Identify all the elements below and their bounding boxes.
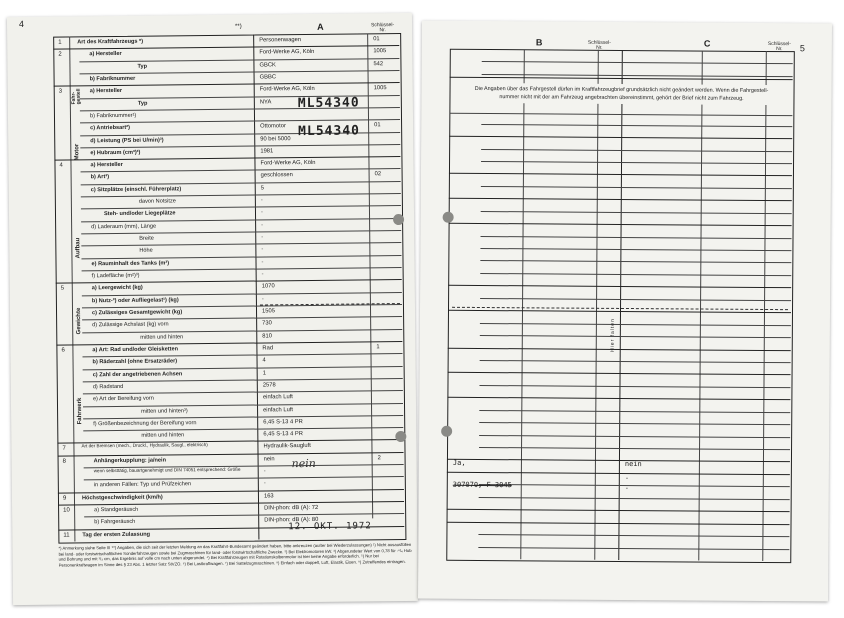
section-label-fahrgestell: Fahr- gestell — [70, 88, 82, 105]
field-label: Höhe — [139, 247, 153, 255]
field-label: c) Sitzplätze (einschl. Führerplatz) — [90, 186, 182, 194]
section-label-gewichte: Gewichte — [75, 307, 83, 335]
field-value: einfach Luft — [263, 406, 294, 413]
field-value: NYA — [259, 98, 272, 106]
field-label: Höchstgeschwindigkeit (km/h) — [81, 494, 163, 502]
field-label: a) Hersteller — [90, 162, 123, 169]
chassis-notice: Die Angaben über das Fahrgestell dürfen im Kraftfahrzeugbrief grundsätzlich nicht geändert werden. Wenn die Fahrgestell- nummer nicht mit der am Fahrzeug angebrachten übereinstimmt, gehört der Brief nicht zum Fahrzeug. — [457, 83, 785, 105]
column-b-header: B — [535, 37, 543, 48]
field-label: c) Antriebsart²) — [90, 125, 131, 132]
field-value: 2578 — [262, 382, 276, 389]
key-number: 01 — [373, 36, 380, 43]
field-label: Anhängerkupplung: ja/nein — [93, 457, 167, 465]
key-number: 1005 — [373, 48, 387, 55]
first-registration-date-stamp: 12. OKT. 1972 — [288, 521, 372, 533]
section-label-fahrwerk: Fahrwerk — [76, 397, 84, 425]
field-value: - — [261, 296, 264, 303]
field-value: - — [263, 468, 266, 475]
field-value: - — [261, 246, 264, 253]
field-value: Ford-Werke AG, Köln — [259, 49, 315, 56]
key-number: 02 — [374, 171, 382, 178]
field-value: 6,45 S-13 4 PR — [263, 418, 303, 426]
field-label: e) Hubraum (cm³)³) — [90, 149, 141, 157]
field-label: d) Radstand — [92, 383, 124, 391]
field-label: a) Hersteller — [89, 88, 123, 95]
field-value: GBBC — [259, 74, 277, 81]
field-label: a) Standgeräusch — [94, 506, 139, 514]
field-value: - — [261, 271, 264, 278]
field-value: 4 — [262, 357, 266, 364]
field-label: a) Hersteller — [89, 51, 122, 58]
field-value: - — [261, 234, 264, 241]
field-value: nein — [263, 456, 275, 463]
field-value: Personenwagen — [259, 37, 302, 44]
field-value: 810 — [262, 332, 272, 340]
field-label: a) Leergewicht (kg) — [91, 285, 143, 292]
row-number: 4 — [59, 162, 63, 169]
typed-hitch-b: Ja, — [452, 458, 466, 467]
field-label: mitten und hinten — [140, 333, 184, 341]
footnote-mark: **) — [235, 23, 242, 30]
field-value: einfach Luft — [262, 394, 293, 401]
handwritten-hitch-value: nein — [291, 456, 316, 471]
field-label: c) Zulässiges Gesamtgewicht (kg) — [92, 309, 183, 317]
left-page — [7, 13, 418, 605]
field-value: DIN-phon: dB (A): 72 — [264, 504, 319, 512]
key-number: 01 — [374, 122, 381, 129]
field-value: Ford-Werke AG, Köln — [260, 160, 316, 167]
field-value: 90 bei 5000 — [260, 135, 291, 143]
page-number: 5 — [799, 43, 805, 54]
row-number: 1 — [58, 39, 62, 46]
field-value: 1 — [262, 369, 266, 377]
field-label: b) Fabriknummer¹) — [89, 112, 137, 120]
section-label-aufbau: Aufbau — [75, 237, 82, 259]
field-label: f) Ladefläche (m²)³) — [91, 272, 140, 280]
field-value: Ford-Werke AG, Köln — [259, 86, 315, 93]
field-label: Tag der ersten Zulassung — [82, 531, 151, 539]
field-label: davon Notsitze — [138, 198, 176, 205]
field-value: Hydraulik-Saugluft — [263, 443, 311, 450]
row-number: 10 — [63, 507, 70, 514]
field-label: in anderen Fällen: Typ und Prüfzeichen — [93, 481, 192, 489]
column-a-header: A — [316, 21, 324, 32]
row-number: 9 — [62, 495, 67, 502]
field-value: DIN-phon: dB (A): 80 — [264, 517, 319, 524]
right-page — [418, 21, 832, 602]
form-rows — [422, 21, 832, 24]
engine-number-stamp: ML54340 — [298, 123, 361, 140]
field-value: GBCK — [259, 61, 276, 69]
field-label: f) Größenbezeichnung der Bereifung vorn — [93, 420, 197, 428]
field-label: Steh- und/oder Liegeplätze — [103, 210, 176, 218]
field-label: e) Rauminhalt des Tanks (m³) — [91, 260, 170, 267]
key-number-header-b: Schlüssel- Nr. — [587, 39, 611, 51]
punch-hole-bottom — [395, 431, 406, 442]
row-number: 2 — [58, 51, 62, 58]
field-label: b) Art³) — [90, 174, 110, 181]
field-label: Art der Bremsen (mech., Druckl., Hydraulik, Saugl., elektrisch) — [81, 442, 208, 449]
row-number: 11 — [63, 532, 70, 539]
frame-number-stamp: ML54340 — [297, 95, 360, 112]
typed-dash-c-2: - — [624, 484, 630, 493]
field-label: b) Fabriknummer — [89, 75, 136, 83]
column-c-header: C — [703, 38, 711, 49]
field-label: Typ — [137, 100, 148, 107]
field-value: 1505 — [261, 308, 275, 315]
field-label: e) Art der Bereifung vorn — [92, 395, 154, 403]
row-number: 8 — [62, 458, 66, 465]
field-value: geschlossen — [260, 172, 293, 179]
field-value: Rad — [262, 345, 274, 352]
key-number-header-c: Schlüssel- Nr. — [767, 40, 791, 53]
typed-hitch-detail-b: 307070, F 3045 — [452, 480, 512, 490]
field-value: 6,45 S-13 4 PR — [263, 431, 303, 438]
key-number: 2 — [377, 455, 381, 462]
field-value: 1070 — [261, 283, 275, 290]
field-label: b) Fahrgeräusch — [94, 519, 136, 526]
key-number: 1 — [376, 344, 380, 351]
field-label: c) Zahl der angetriebenen Achsen — [92, 370, 183, 378]
field-label: mitten und hinten³) — [141, 407, 188, 415]
field-value: - — [261, 222, 264, 229]
field-label: Breite — [139, 235, 154, 242]
typed-hitch-c: nein — [624, 460, 642, 469]
row-number: 7 — [62, 445, 66, 453]
field-label: mitten und hinten — [141, 432, 185, 439]
field-value: - — [263, 480, 266, 487]
field-label: Typ — [137, 63, 148, 70]
punch-hole-bottom — [441, 426, 452, 437]
field-label: d) Laderaum (mm), Länge — [91, 223, 157, 231]
field-value: Ottomotor — [260, 123, 286, 130]
fold-label: Hier falten — [609, 318, 616, 352]
section-label-motor: Motor — [74, 143, 81, 161]
field-value: - — [260, 209, 263, 216]
key-number: 1005 — [373, 85, 387, 92]
field-label: d) Zulässige Achslast (kg) vorn — [92, 321, 169, 329]
field-value: 1981 — [260, 148, 274, 155]
field-label: b) Nutz-³) oder Aufliegelast¹) (kg) — [91, 297, 179, 304]
field-label: wenn selbsttätig, bauartgenehmigt und DIN 74051 entsprechend: Größe — [93, 466, 241, 474]
footnotes: *) Anmerkung siehe Seite III **) Angaben, die sich seit der letzten Meldung an das Kraftfahrt-Bundesamt geändert haben, bitte ankreuzen (außer bei Wiederzulassungen) ¹) Nicht ausausfüllen bei land- oder forstwirtschaftlichen Sonderfahrzeugen sowie bei Zugmaschinen für land- oder forstwirtschaftliche Zwecke. ²) Bei Elektromotoren kW. ³) Abgerundeter Wert von 0,78 für -ⁿ/₄ Hub und Bohrung und mit ¹/₃ cm, das Ergebnis auf volle cm nach unten abgerundet. ⁴) Bei Kraftfahrzeugen mit Rotationskolbenmotor ist hier keine Angabe erforderlich. ⁵) Nur bei Personenkraftwagen im Sinne des § 23 Abs. 1 letzter Satz StVZO. ⁶) Bei Lastkraftwagen. ⁷) Bei Sattelzugmaschinen. ⁸) Einfach oder doppelt, Luft, Elastik, Eisen. ⁹) Zutreffendes eintragen. — [58, 541, 412, 568]
field-value: - — [260, 197, 263, 204]
typed-dash-c-1: - — [624, 474, 630, 483]
field-value: - — [261, 259, 264, 266]
field-label: Art des Kraftfahrzeugs *) — [77, 38, 144, 46]
page-number: 4 — [18, 18, 25, 30]
field-value: 730 — [262, 320, 272, 327]
field-label: a) Art: Rad und/oder Gleisketten — [92, 346, 179, 354]
field-value: 163 — [263, 493, 274, 500]
key-number: 542 — [373, 60, 384, 67]
field-label: b) Räderzahl (ohne Ersatzräder) — [92, 358, 178, 366]
punch-hole-top — [443, 212, 454, 223]
row-number: 3 — [58, 88, 63, 95]
row-number: 6 — [61, 347, 65, 354]
row-number: 5 — [60, 285, 65, 292]
punch-hole-top — [393, 214, 404, 225]
field-value: 5 — [260, 185, 265, 192]
key-number-header: Schlüssel- Nr. — [371, 22, 395, 34]
field-label: d) Leistung (PS bei U/min)³) — [90, 137, 164, 144]
